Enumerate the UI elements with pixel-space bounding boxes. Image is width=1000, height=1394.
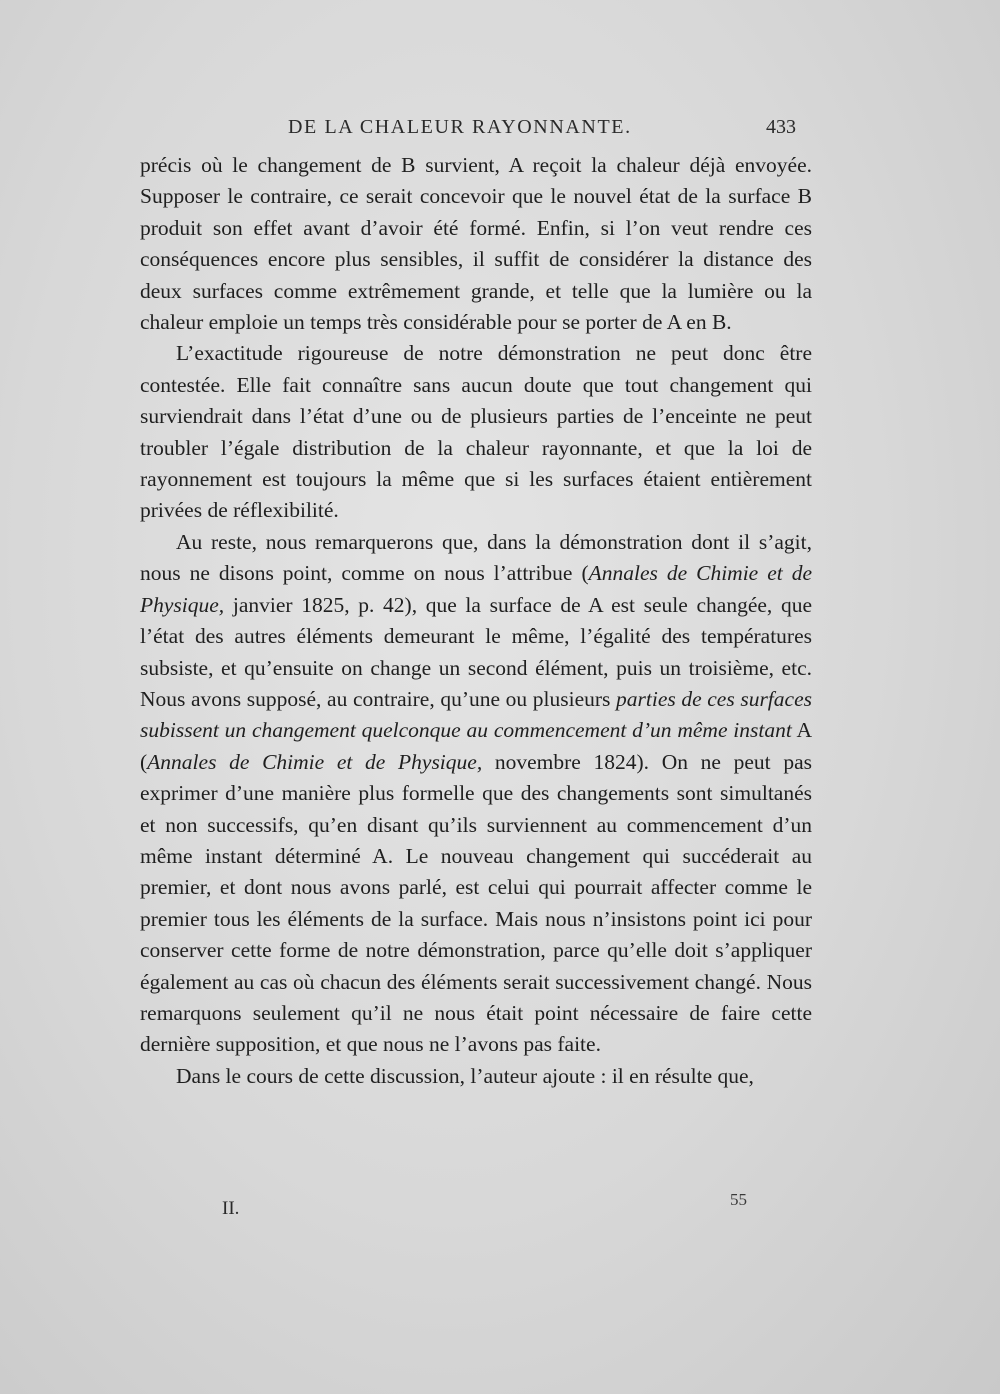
paragraph-2: L’exactitude rigoureuse de notre démonstration ne peut donc être contestée. Elle fait connaître sans aucun doute que tout changement qui surviendrait dans l’état d’une ou de plusieurs parties de l’enceinte ne peut troubler l’égale distribution de la chaleur rayonnante, et que la loi de rayonnement est toujours la même que si les surfaces étaient entièrement privées de réflexibilité. (140, 341, 812, 523)
paragraph-3-text-c: A ( (140, 718, 812, 774)
signature-mark: II. (222, 1198, 240, 1219)
quoted-passage: parties de ces surfaces subissent un changement quelconque au commencement d’un même instant (140, 686, 812, 743)
sheet-number: 55 (730, 1190, 747, 1209)
citation-annales-2: Annales de Chimie et de Physique, (147, 749, 483, 774)
page-footer (0, 1190, 1000, 1220)
page-header (0, 116, 1000, 146)
running-title: DE LA CHALEUR RAYONNANTE. (288, 116, 632, 138)
paragraph-3-text-b: janvier 1825, p. 42), que la surface de A est seule changée, que l’état des autres éléments demeurant le même, l’égalité des températures subsiste, et qu’ensuite on change un second élément, puis un troisième, etc. Nous avons supposé, au contraire, qu’une ou plusieurs (140, 592, 812, 711)
paragraph-1: précis où le changement de B survient, A reçoit la chaleur déjà envoyée. Supposer le contraire, ce serait concevoir que le nouvel état de la surface B produit son effet avant d’avoir été formé. Enfin, si l’on veut rendre ces conséquences encore plus sensibles, il suffit de considérer la distance des deux surfaces comme extrêmement grande, et telle que la lumière ou la chaleur emploie un temps très considérable pour se porter de A en B. (140, 153, 812, 335)
page-number: 433 (766, 116, 796, 138)
paragraph-4: Dans le cours de cette discussion, l’auteur ajoute : il en résulte que, (176, 1063, 754, 1088)
citation-annales-1: Annales de Chimie et de Physique, (140, 561, 812, 617)
paragraph-3-text-a: Au reste, nous remarquerons que, dans la démonstration dont il s’agit, nous ne disons point, comme on nous l’attribue ( (140, 529, 812, 586)
paragraph-3-text-d: novembre 1824). On ne peut pas exprimer d’une manière plus formelle que des changements sont simultanés et non successifs, qu’en disant qu’ils surviennent au commencement d’un même instant déterminé A. Le nouveau changement qui succéderait au premier, et dont nous avons parlé, est celui qui pourrait affecter comme le premier tous les éléments de la surface. Mais nous n’insistons point ici pour conserver cette forme de notre démonstration, parce qu’elle doit s’appliquer également au cas où chacun des éléments serait successivement changé. Nous remarquons seulement qu’il ne nous était point nécessaire de faire cette dernière supposition, et que nous ne l’avons pas faite. (140, 749, 812, 1057)
body-text (140, 150, 812, 1092)
paragraph-3 (140, 527, 812, 1061)
